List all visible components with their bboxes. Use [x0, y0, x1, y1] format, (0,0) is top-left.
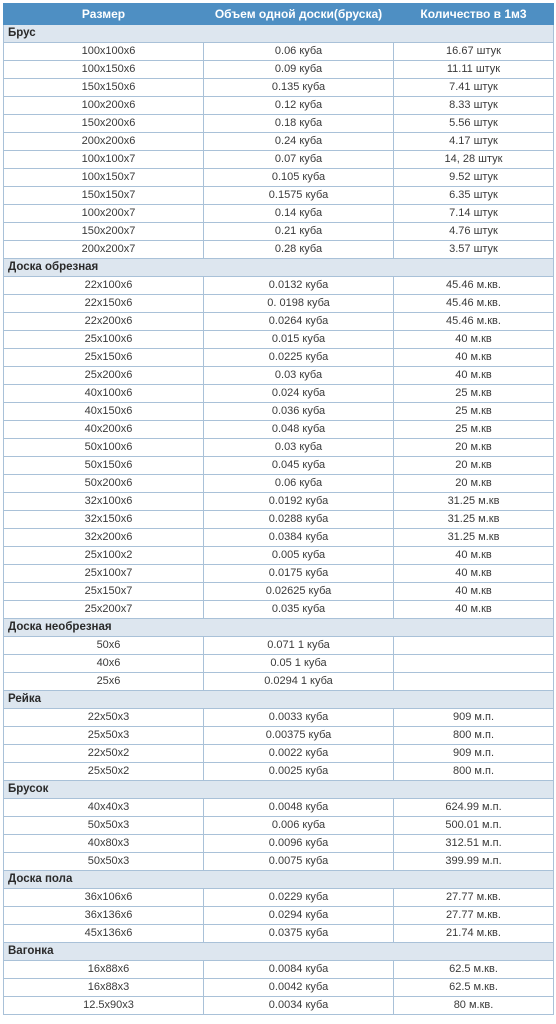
- cell-volume: 0.0375 куба: [204, 925, 394, 943]
- cell-volume: 0. 0198 куба: [204, 295, 394, 313]
- table-row: [4, 277, 554, 295]
- cell-size: 150x200x6: [4, 115, 204, 133]
- table-row: [4, 313, 554, 331]
- cell-quantity: [394, 637, 554, 655]
- section-header-row: [4, 943, 554, 961]
- section-title: Вагонка: [4, 943, 554, 961]
- section-header-row: [4, 259, 554, 277]
- cell-quantity: 399.99 м.п.: [394, 853, 554, 871]
- table-row: [4, 403, 554, 421]
- cell-quantity: 21.74 м.кв.: [394, 925, 554, 943]
- cell-quantity: 40 м.кв: [394, 583, 554, 601]
- cell-size: 50x50x3: [4, 853, 204, 871]
- cell-quantity: 62.5 м.кв.: [394, 961, 554, 979]
- table-row: [4, 385, 554, 403]
- cell-volume: 0.035 куба: [204, 601, 394, 619]
- cell-quantity: [394, 655, 554, 673]
- cell-size: 25x100x7: [4, 565, 204, 583]
- section-title: Брус: [4, 25, 554, 43]
- table-row: [4, 889, 554, 907]
- cell-size: 40x150x6: [4, 403, 204, 421]
- table-row: [4, 907, 554, 925]
- section-title: Доска необрезная: [4, 619, 554, 637]
- cell-quantity: 909 м.п.: [394, 745, 554, 763]
- cell-quantity: 45.46 м.кв.: [394, 313, 554, 331]
- table-row: [4, 205, 554, 223]
- cell-quantity: 27.77 м.кв.: [394, 889, 554, 907]
- cell-quantity: 40 м.кв: [394, 547, 554, 565]
- section-title: Рейка: [4, 691, 554, 709]
- cell-volume: 0.015 куба: [204, 331, 394, 349]
- cell-size: 36x136x6: [4, 907, 204, 925]
- cell-volume: 0.036 куба: [204, 403, 394, 421]
- table-row: [4, 241, 554, 259]
- cell-size: 25x6: [4, 673, 204, 691]
- cell-volume: 0.0225 куба: [204, 349, 394, 367]
- section-header-row: [4, 781, 554, 799]
- cell-volume: 0.0084 куба: [204, 961, 394, 979]
- cell-volume: 0.09 куба: [204, 61, 394, 79]
- table-row: [4, 529, 554, 547]
- cell-volume: 0.0294 куба: [204, 907, 394, 925]
- cell-volume: 0.0384 куба: [204, 529, 394, 547]
- section-header-row: [4, 619, 554, 637]
- cell-size: 12.5x90x3: [4, 997, 204, 1015]
- cell-quantity: 20 м.кв: [394, 439, 554, 457]
- header-volume: Объем одной доски(бруска): [204, 4, 394, 25]
- cell-quantity: 11.11 штук: [394, 61, 554, 79]
- cell-volume: 0.0022 куба: [204, 745, 394, 763]
- table-row: [4, 853, 554, 871]
- cell-volume: 0.06 куба: [204, 43, 394, 61]
- cell-quantity: 6.35 штук: [394, 187, 554, 205]
- cell-volume: 0.24 куба: [204, 133, 394, 151]
- section-title: Брусок: [4, 781, 554, 799]
- cell-quantity: 40 м.кв: [394, 601, 554, 619]
- table-row: [4, 349, 554, 367]
- cell-volume: 0.0096 куба: [204, 835, 394, 853]
- cell-size: 150x150x7: [4, 187, 204, 205]
- cell-volume: 0.005 куба: [204, 547, 394, 565]
- cell-quantity: 45.46 м.кв.: [394, 277, 554, 295]
- cell-volume: 0.135 куба: [204, 79, 394, 97]
- cell-volume: 0.0264 куба: [204, 313, 394, 331]
- cell-quantity: 25 м.кв: [394, 403, 554, 421]
- cell-size: 25x200x6: [4, 367, 204, 385]
- cell-volume: 0.0288 куба: [204, 511, 394, 529]
- table-row: [4, 727, 554, 745]
- table-row: [4, 295, 554, 313]
- table-row: [4, 457, 554, 475]
- table-row: [4, 709, 554, 727]
- cell-size: 16x88x6: [4, 961, 204, 979]
- table-row: [4, 763, 554, 781]
- cell-size: 100x100x7: [4, 151, 204, 169]
- table-row: [4, 925, 554, 943]
- cell-volume: 0.0075 куба: [204, 853, 394, 871]
- cell-quantity: 9.52 штук: [394, 169, 554, 187]
- cell-size: 25x50x3: [4, 727, 204, 745]
- cell-quantity: 40 м.кв: [394, 349, 554, 367]
- cell-quantity: 312.51 м.п.: [394, 835, 554, 853]
- cell-size: 32x100x6: [4, 493, 204, 511]
- cell-quantity: 20 м.кв: [394, 475, 554, 493]
- cell-quantity: 20 м.кв: [394, 457, 554, 475]
- cell-quantity: 31.25 м.кв: [394, 493, 554, 511]
- table-row: [4, 493, 554, 511]
- cell-size: 25x100x6: [4, 331, 204, 349]
- cell-size: 100x150x7: [4, 169, 204, 187]
- table-row: [4, 151, 554, 169]
- cell-quantity: 27.77 м.кв.: [394, 907, 554, 925]
- cell-size: 200x200x6: [4, 133, 204, 151]
- cell-volume: 0.045 куба: [204, 457, 394, 475]
- cell-size: 40x6: [4, 655, 204, 673]
- cell-size: 22x150x6: [4, 295, 204, 313]
- cell-quantity: 5.56 штук: [394, 115, 554, 133]
- table-header: [4, 4, 554, 25]
- cell-volume: 0.0294 1 куба: [204, 673, 394, 691]
- cell-volume: 0.06 куба: [204, 475, 394, 493]
- cell-volume: 0.0042 куба: [204, 979, 394, 997]
- cell-quantity: 7.41 штук: [394, 79, 554, 97]
- cell-volume: 0.071 1 куба: [204, 637, 394, 655]
- cell-quantity: 31.25 м.кв: [394, 511, 554, 529]
- table-row: [4, 817, 554, 835]
- cell-quantity: 40 м.кв: [394, 565, 554, 583]
- cell-volume: 0.105 куба: [204, 169, 394, 187]
- table-row: [4, 331, 554, 349]
- cell-size: 100x100x6: [4, 43, 204, 61]
- table-row: [4, 421, 554, 439]
- table-row: [4, 367, 554, 385]
- cell-volume: 0.0229 куба: [204, 889, 394, 907]
- table-row: [4, 673, 554, 691]
- table-row: [4, 601, 554, 619]
- cell-quantity: 8.33 штук: [394, 97, 554, 115]
- cell-volume: 0.28 куба: [204, 241, 394, 259]
- cell-size: 40x40x3: [4, 799, 204, 817]
- cell-volume: 0.21 куба: [204, 223, 394, 241]
- table-row: [4, 961, 554, 979]
- table-body: [4, 25, 554, 1015]
- cell-volume: 0.0034 куба: [204, 997, 394, 1015]
- section-title: Доска обрезная: [4, 259, 554, 277]
- table-row: [4, 583, 554, 601]
- table-row: [4, 835, 554, 853]
- header-row: [4, 4, 554, 25]
- cell-volume: 0.024 куба: [204, 385, 394, 403]
- header-size: Размер: [4, 4, 204, 25]
- cell-quantity: 4.17 штук: [394, 133, 554, 151]
- cell-size: 45x136x6: [4, 925, 204, 943]
- section-header-row: [4, 25, 554, 43]
- cell-volume: 0.1575 куба: [204, 187, 394, 205]
- table-row: [4, 997, 554, 1015]
- cell-volume: 0.03 куба: [204, 439, 394, 457]
- cell-quantity: 4.76 штук: [394, 223, 554, 241]
- cell-volume: 0.14 куба: [204, 205, 394, 223]
- cell-size: 150x150x6: [4, 79, 204, 97]
- cell-size: 50x6: [4, 637, 204, 655]
- table-row: [4, 979, 554, 997]
- cell-quantity: 3.57 штук: [394, 241, 554, 259]
- cell-quantity: 16.67 штук: [394, 43, 554, 61]
- cell-size: 50x150x6: [4, 457, 204, 475]
- cell-volume: 0.00375 куба: [204, 727, 394, 745]
- cell-volume: 0.05 1 куба: [204, 655, 394, 673]
- cell-quantity: [394, 673, 554, 691]
- cell-size: 25x150x6: [4, 349, 204, 367]
- cell-quantity: 800 м.п.: [394, 763, 554, 781]
- table-row: [4, 79, 554, 97]
- cell-volume: 0.12 куба: [204, 97, 394, 115]
- cell-size: 200x200x7: [4, 241, 204, 259]
- table-row: [4, 799, 554, 817]
- table-row: [4, 547, 554, 565]
- cell-quantity: 500.01 м.п.: [394, 817, 554, 835]
- table-row: [4, 439, 554, 457]
- cell-quantity: 14, 28 штук: [394, 151, 554, 169]
- cell-quantity: 40 м.кв: [394, 331, 554, 349]
- cell-volume: 0.07 куба: [204, 151, 394, 169]
- cell-size: 40x200x6: [4, 421, 204, 439]
- lumber-volume-table: [3, 3, 554, 1015]
- cell-size: 16x88x3: [4, 979, 204, 997]
- cell-size: 25x150x7: [4, 583, 204, 601]
- cell-size: 40x80x3: [4, 835, 204, 853]
- table-row: [4, 97, 554, 115]
- cell-size: 36x106x6: [4, 889, 204, 907]
- cell-quantity: 62.5 м.кв.: [394, 979, 554, 997]
- cell-quantity: 40 м.кв: [394, 367, 554, 385]
- table-row: [4, 475, 554, 493]
- cell-quantity: 7.14 штук: [394, 205, 554, 223]
- cell-size: 22x50x2: [4, 745, 204, 763]
- cell-quantity: 909 м.п.: [394, 709, 554, 727]
- section-header-row: [4, 871, 554, 889]
- cell-size: 22x100x6: [4, 277, 204, 295]
- cell-size: 40x100x6: [4, 385, 204, 403]
- cell-size: 32x150x6: [4, 511, 204, 529]
- cell-volume: 0.006 куба: [204, 817, 394, 835]
- table-row: [4, 43, 554, 61]
- cell-size: 100x200x7: [4, 205, 204, 223]
- cell-size: 50x200x6: [4, 475, 204, 493]
- header-quantity: Количество в 1м3: [394, 4, 554, 25]
- table-row: [4, 133, 554, 151]
- table-row: [4, 565, 554, 583]
- cell-size: 150x200x7: [4, 223, 204, 241]
- cell-volume: 0.18 куба: [204, 115, 394, 133]
- table-row: [4, 655, 554, 673]
- cell-volume: 0.0025 куба: [204, 763, 394, 781]
- cell-volume: 0.02625 куба: [204, 583, 394, 601]
- cell-size: 25x100x2: [4, 547, 204, 565]
- cell-quantity: 25 м.кв: [394, 385, 554, 403]
- section-header-row: [4, 691, 554, 709]
- cell-volume: 0.048 куба: [204, 421, 394, 439]
- section-title: Доска пола: [4, 871, 554, 889]
- table-row: [4, 61, 554, 79]
- table-row: [4, 745, 554, 763]
- cell-size: 25x50x2: [4, 763, 204, 781]
- table-row: [4, 187, 554, 205]
- cell-volume: 0.0192 куба: [204, 493, 394, 511]
- cell-quantity: 80 м.кв.: [394, 997, 554, 1015]
- cell-quantity: 800 м.п.: [394, 727, 554, 745]
- cell-volume: 0.0132 куба: [204, 277, 394, 295]
- cell-size: 32x200x6: [4, 529, 204, 547]
- cell-size: 100x200x6: [4, 97, 204, 115]
- cell-size: 50x50x3: [4, 817, 204, 835]
- cell-quantity: 25 м.кв: [394, 421, 554, 439]
- table-row: [4, 511, 554, 529]
- cell-size: 25x200x7: [4, 601, 204, 619]
- table-row: [4, 637, 554, 655]
- table-row: [4, 223, 554, 241]
- cell-volume: 0.0033 куба: [204, 709, 394, 727]
- cell-volume: 0.03 куба: [204, 367, 394, 385]
- table-row: [4, 115, 554, 133]
- cell-size: 100x150x6: [4, 61, 204, 79]
- cell-quantity: 45.46 м.кв.: [394, 295, 554, 313]
- cell-size: 22x50x3: [4, 709, 204, 727]
- cell-size: 50x100x6: [4, 439, 204, 457]
- cell-quantity: 624.99 м.п.: [394, 799, 554, 817]
- cell-quantity: 31.25 м.кв: [394, 529, 554, 547]
- cell-size: 22x200x6: [4, 313, 204, 331]
- cell-volume: 0.0175 куба: [204, 565, 394, 583]
- table-row: [4, 169, 554, 187]
- cell-volume: 0.0048 куба: [204, 799, 394, 817]
